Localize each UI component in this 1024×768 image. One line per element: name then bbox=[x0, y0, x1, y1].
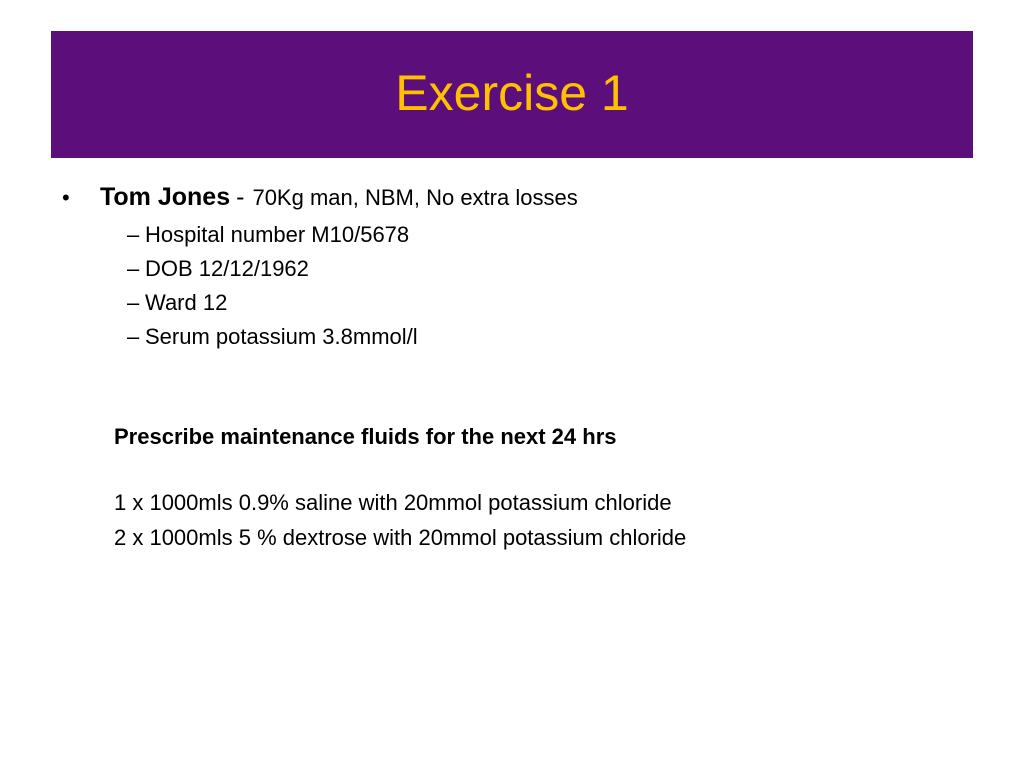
prescription-line: 1 x 1000mls 0.9% saline with 20mmol potassium chloride bbox=[114, 490, 672, 515]
prescription-line: 2 x 1000mls 5 % dextrose with 20mmol potassium chloride bbox=[114, 525, 687, 550]
detail-ward bbox=[127, 290, 418, 324]
dash-icon: – bbox=[127, 324, 140, 349]
patient-bullet bbox=[62, 183, 578, 212]
dash-icon: – bbox=[127, 290, 140, 315]
title-banner bbox=[51, 31, 973, 158]
detail-dob bbox=[127, 256, 418, 290]
detail-hospital-number bbox=[127, 222, 418, 256]
detail-text: Hospital number M10/5678 bbox=[145, 222, 410, 247]
name-separator: - bbox=[236, 183, 245, 211]
task-section bbox=[114, 424, 686, 560]
patient-description: 70Kg man, NBM, No extra losses bbox=[252, 185, 578, 210]
detail-serum-potassium bbox=[127, 324, 418, 358]
detail-text: DOB 12/12/1962 bbox=[145, 256, 309, 281]
dash-icon: – bbox=[127, 222, 140, 247]
prescription-list bbox=[114, 490, 686, 560]
patient-details-list bbox=[127, 222, 418, 358]
detail-text: Ward 12 bbox=[145, 290, 228, 315]
detail-text: Serum potassium 3.8mmol/l bbox=[145, 324, 418, 349]
patient-name: Tom Jones bbox=[100, 183, 231, 211]
dash-icon: – bbox=[127, 256, 140, 281]
task-heading: Prescribe maintenance fluids for the next 24 hrs bbox=[114, 424, 617, 449]
bullet-icon: • bbox=[62, 185, 70, 210]
slide-title: Exercise 1 bbox=[395, 64, 629, 121]
